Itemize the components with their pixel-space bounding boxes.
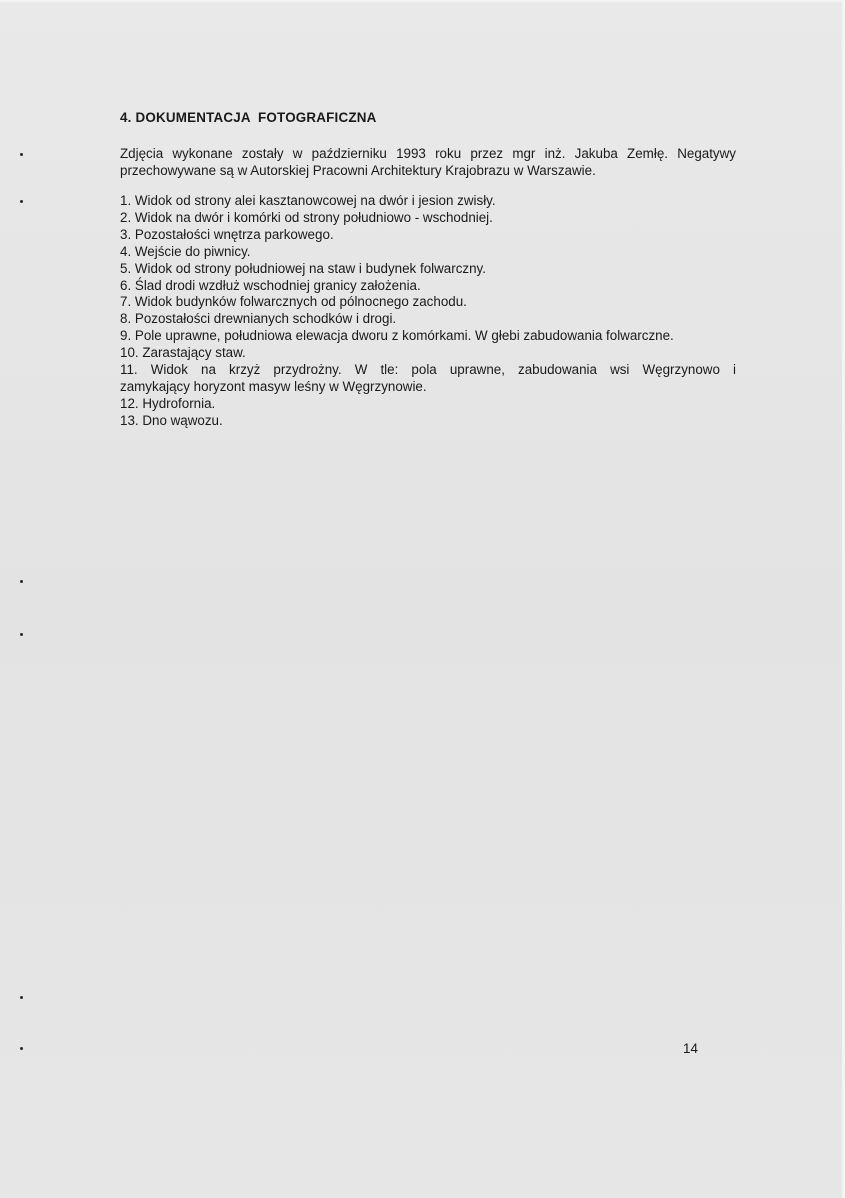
list-item-11-line-2: zamykający horyzont masyw leśny w Węgrzynowie. <box>120 378 427 394</box>
punch-mark <box>20 996 23 999</box>
punch-mark <box>20 580 23 583</box>
list-item: 4. Wejście do piwnicy. <box>120 243 251 259</box>
list-item: 1. Widok od strony alei kasztanowcowej na dwór i jesion zwisły. <box>120 193 496 208</box>
punch-mark <box>20 1047 23 1050</box>
list-item: 7. Widok budynków folwarcznych od pólnocnego zachodu. <box>120 294 467 310</box>
intro-line-2: przechowywane są w Autorskiej Pracowni Architektury Krajobrazu w Warszawie. <box>120 163 596 178</box>
list-item <box>120 362 736 396</box>
list-item: 2. Widok na dwór i komórki od strony południowo - wschodniej. <box>120 209 493 225</box>
list-item: 10. Zarastający staw. <box>120 345 246 361</box>
list-item: 6. Ślad drodi wzdłuż wschodniej granicy założenia. <box>120 277 421 293</box>
scan-edge-top <box>0 0 845 2</box>
punch-mark <box>20 633 23 636</box>
photo-list <box>120 193 736 430</box>
punch-mark <box>20 200 23 203</box>
list-item: 13. Dno wąwozu. <box>120 412 223 428</box>
list-item: 3. Pozostałości wnętrza parkowego. <box>120 226 334 242</box>
intro-line-1: Zdjęcia wykonane zostały w październiku 1993 roku przez mgr inż. Jakuba Zemłę. Negatywy <box>120 146 736 161</box>
list-item-11-line-1: 11. Widok na krzyż przydrożny. W tle: pola uprawne, zabudowania wsi Węgrzynowo i <box>120 362 736 378</box>
punch-mark <box>20 153 23 156</box>
list-item: 5. Widok od strony południowej na staw i budynek folwarczny. <box>120 260 486 276</box>
intro-paragraph <box>120 145 736 179</box>
list-item: 8. Pozostałości drewnianych schodków i drogi. <box>120 311 397 327</box>
section-heading: 4. DOKUMENTACJA FOTOGRAFICZNA <box>120 110 377 125</box>
page-number: 14 <box>683 1041 698 1056</box>
list-item: 9. Pole uprawne, południowa elewacja dworu z komórkami. W głebi zabudowania folwarczne. <box>120 328 674 344</box>
list-item: 12. Hydrofornia. <box>120 395 216 411</box>
